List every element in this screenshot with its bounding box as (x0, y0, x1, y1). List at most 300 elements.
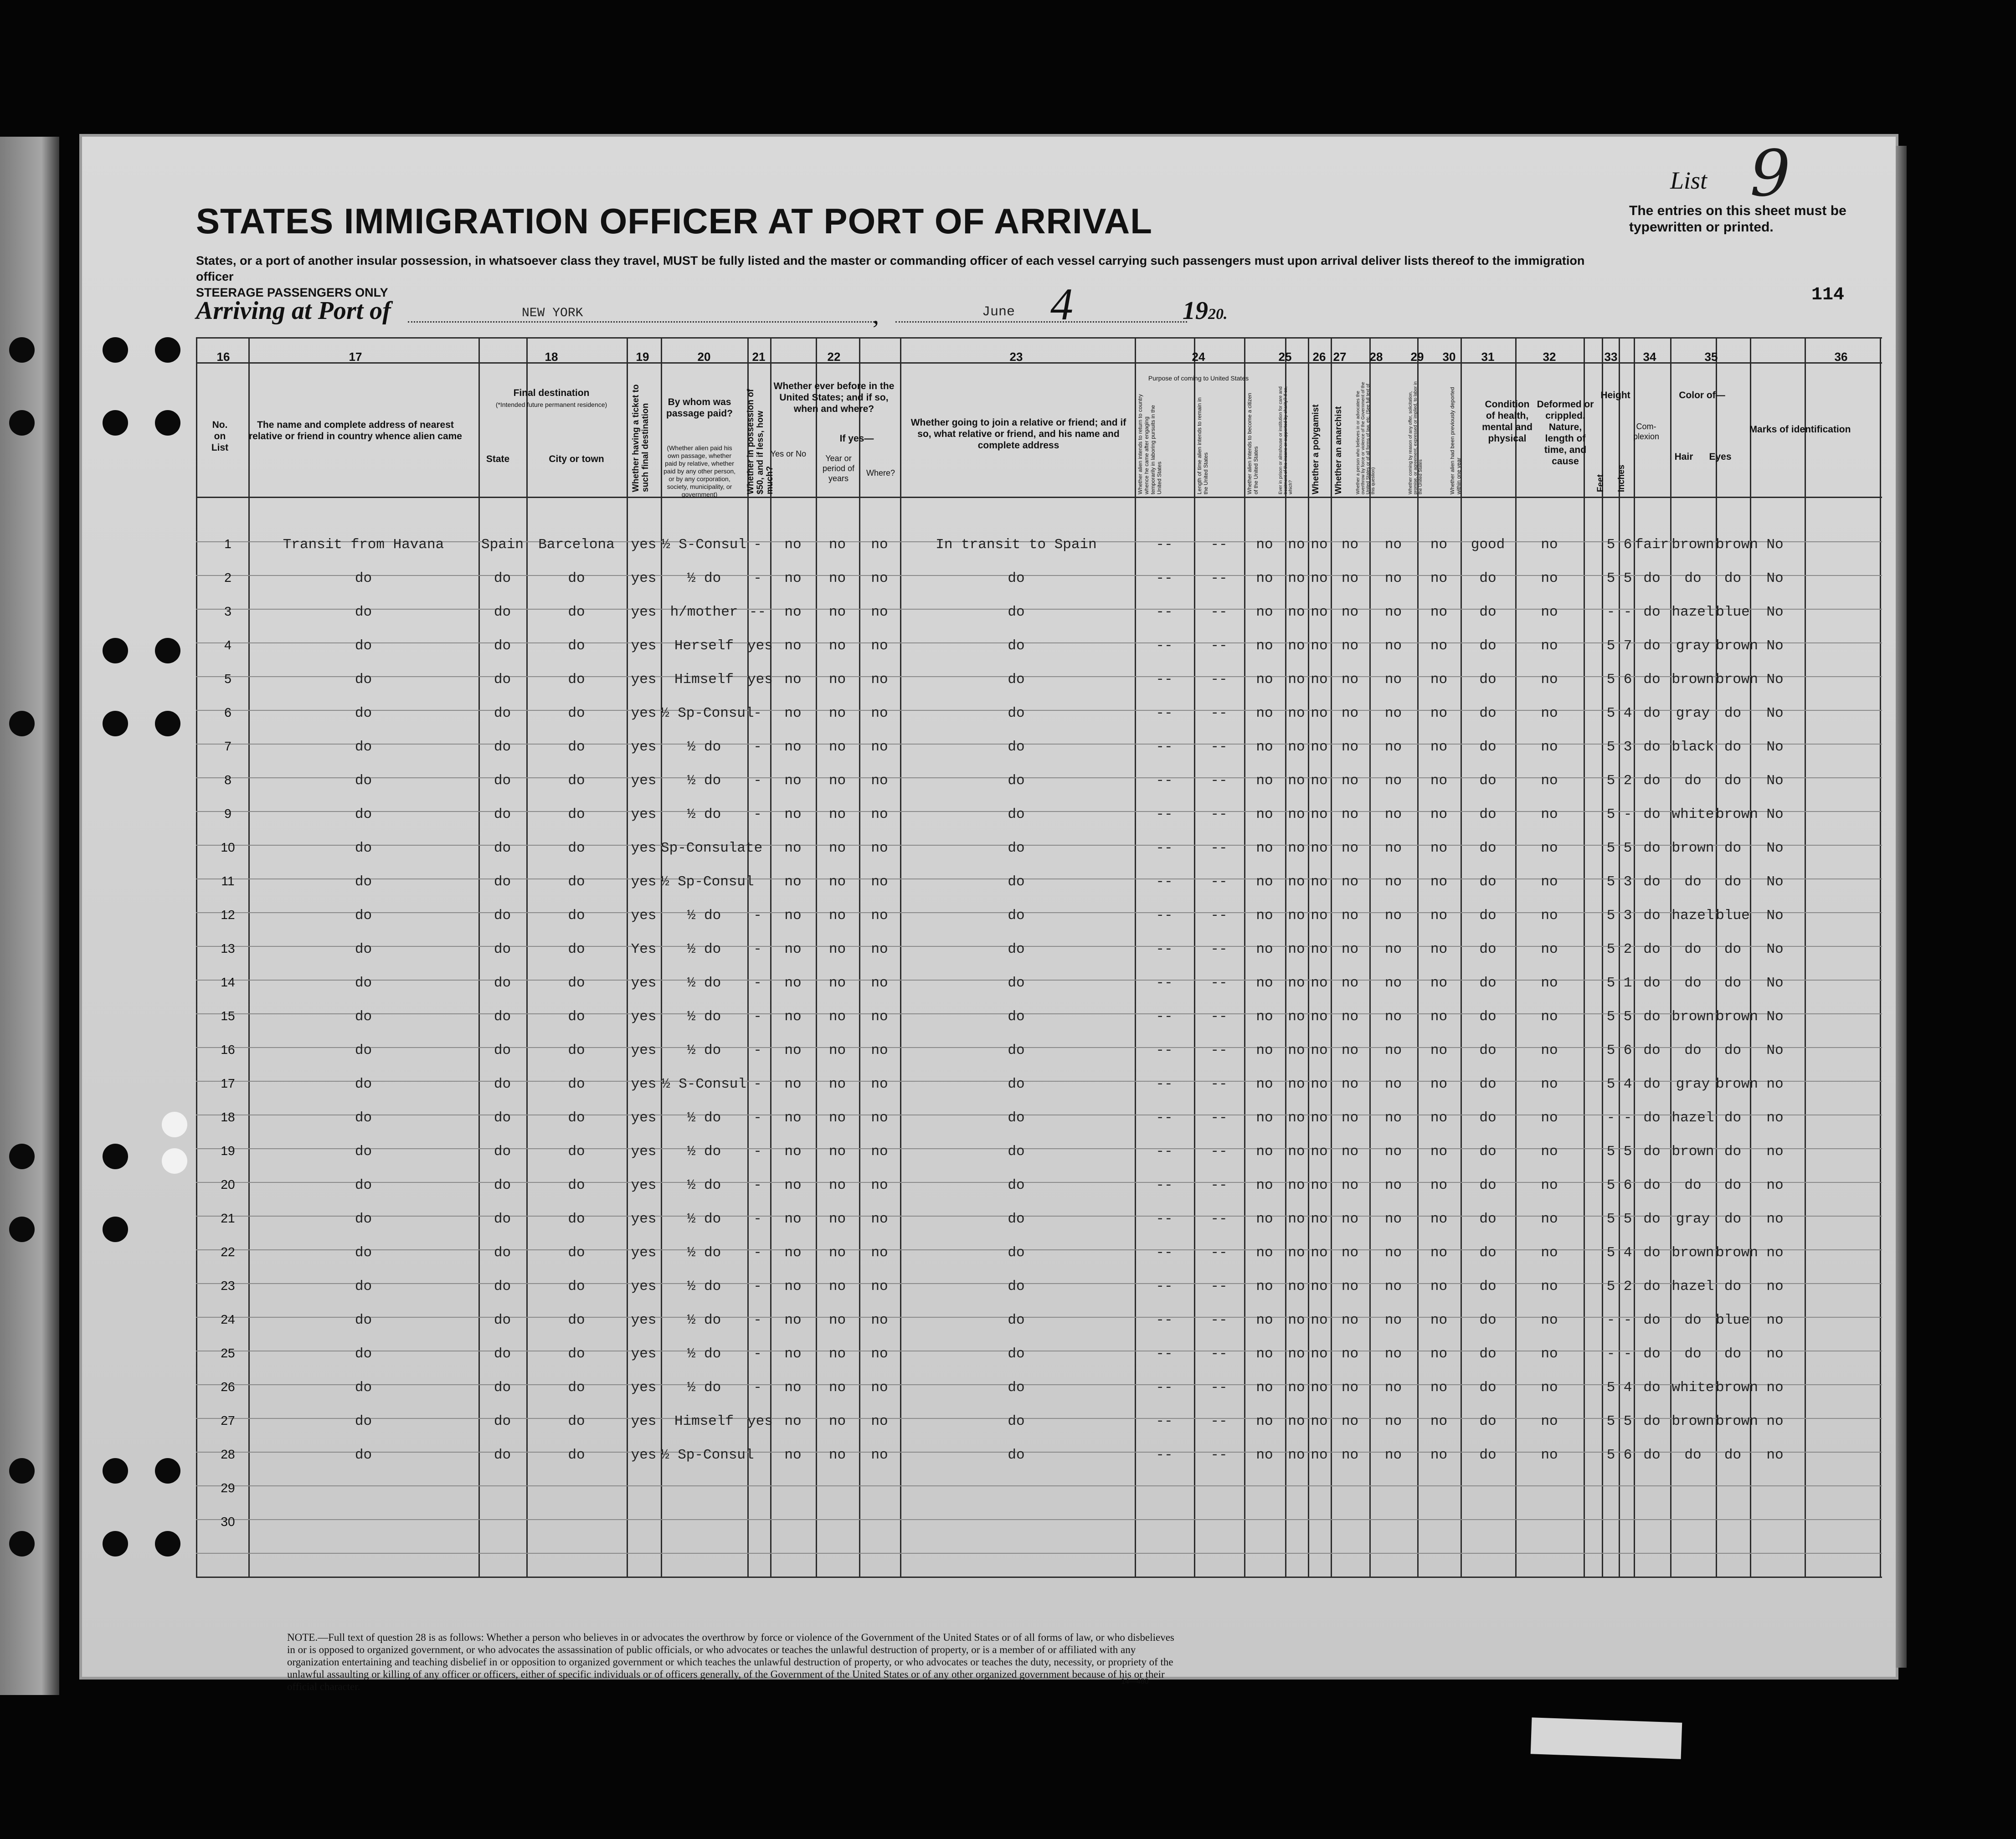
cell-c25: no (1256, 1211, 1273, 1227)
cell-state: do (494, 672, 511, 688)
cell-c26: no (1288, 604, 1305, 620)
cell-where: no (871, 570, 888, 586)
cell-c50: - (753, 1279, 762, 1294)
cell-state: do (494, 806, 511, 822)
table-row (0, 1372, 2016, 1405)
cell-joining: do (1008, 941, 1025, 957)
cell-p24a: -- (1156, 1110, 1173, 1126)
header-year-period: Year or period of years (822, 454, 855, 483)
cell-relative: do (355, 705, 372, 721)
cell-health: do (1479, 806, 1497, 822)
cell-feet: 5 (1606, 705, 1615, 721)
cell-inches: 2 (1623, 1279, 1632, 1294)
cell-complexion: do (1643, 1447, 1661, 1463)
cell-joining: do (1008, 705, 1025, 721)
cell-ticket: yes (631, 1110, 657, 1126)
cell-c28: no (1341, 908, 1359, 924)
cell-paid: Himself (674, 1413, 734, 1429)
cell-where: no (871, 1279, 888, 1294)
cell-ticket: yes (631, 1177, 657, 1193)
cell-eyes: do (1724, 840, 1742, 856)
cell-eyes: brown (1716, 1245, 1759, 1261)
cell-p24a: -- (1156, 672, 1173, 688)
cell-feet: 5 (1606, 975, 1615, 991)
cell-complexion: do (1643, 1413, 1661, 1429)
header-joining-relative: Whether going to join a relative or friend; and if so, what relative or friend, and his name and complete address (910, 417, 1126, 451)
cell-health: do (1479, 1380, 1497, 1396)
cell-inches: 6 (1623, 672, 1632, 688)
cell-deformed: no (1541, 604, 1558, 620)
cell-relative: do (355, 1380, 372, 1396)
cell-c29: no (1384, 1413, 1402, 1429)
cell-c28: no (1341, 1177, 1359, 1193)
cell-c27: no (1311, 1447, 1328, 1463)
cell-state: do (494, 908, 511, 924)
cell-where: no (871, 840, 888, 856)
cell-hair: do (1684, 1177, 1702, 1193)
cell-joining: do (1008, 1346, 1025, 1362)
binder-hole-icon (103, 337, 128, 363)
binder-hole-icon (155, 337, 180, 363)
cell-relative: do (355, 908, 372, 924)
cell-c27: no (1311, 1177, 1328, 1193)
cell-no: 15 (221, 1009, 235, 1023)
cell-c50: - (753, 806, 762, 822)
cell-c27: no (1311, 604, 1328, 620)
cell-c25: no (1256, 874, 1273, 890)
cell-c29: no (1384, 1110, 1402, 1126)
cell-c30: no (1430, 1279, 1448, 1294)
cell-joining: do (1008, 1312, 1025, 1328)
cell-hair: brown (1671, 840, 1714, 856)
cell-city: Barcelona (538, 537, 615, 553)
cell-before: no (784, 1346, 802, 1362)
separator: , (873, 301, 879, 329)
cell-c29: no (1384, 1312, 1402, 1328)
cell-feet: 5 (1606, 739, 1615, 755)
cell-c26: no (1288, 1245, 1305, 1261)
cell-where: no (871, 638, 888, 654)
cell-eyes: do (1724, 1346, 1742, 1362)
cell-city: do (568, 1144, 585, 1160)
cell-p24a: -- (1156, 874, 1173, 890)
cell-ticket: yes (631, 672, 657, 688)
cell-deformed: no (1541, 705, 1558, 721)
cell-complexion: do (1643, 1144, 1661, 1160)
year-prefix: 19 (1183, 297, 1208, 325)
cell-eyes: brown (1716, 672, 1759, 688)
cell-marks: No (1766, 773, 1784, 789)
grid-horizontal-line (196, 362, 1882, 364)
cell-hair: gray (1676, 1076, 1710, 1092)
cell-joining: do (1008, 672, 1025, 688)
cell-ticket: yes (631, 1346, 657, 1362)
cell-before: no (784, 570, 802, 586)
cell-before: no (784, 1245, 802, 1261)
cell-before: no (784, 806, 802, 822)
cell-relative: do (355, 1312, 372, 1328)
cell-hair: gray (1676, 638, 1710, 654)
cell-c25: no (1256, 604, 1273, 620)
cell-marks: No (1766, 1043, 1784, 1058)
cell-c27: no (1311, 840, 1328, 856)
cell-joining: do (1008, 1380, 1025, 1396)
cell-joining: do (1008, 638, 1025, 654)
cell-p24b: -- (1210, 1076, 1228, 1092)
cell-where: no (871, 908, 888, 924)
cell-c50: - (753, 1110, 762, 1126)
cell-c27: no (1311, 773, 1328, 789)
cell-no: 26 (221, 1380, 235, 1394)
cell-eyes: do (1724, 1177, 1742, 1193)
cell-c50: - (753, 739, 762, 755)
cell-inches: 5 (1623, 1144, 1632, 1160)
cell-deformed: no (1541, 1076, 1558, 1092)
cell-c25: no (1256, 1076, 1273, 1092)
cell-c27: no (1311, 672, 1328, 688)
cell-c28: no (1341, 1346, 1359, 1362)
cell-ticket: yes (631, 1009, 657, 1025)
cell-relative: do (355, 941, 372, 957)
cell-c30: no (1430, 1346, 1448, 1362)
cell-feet: 5 (1606, 1076, 1615, 1092)
cell-state: do (494, 739, 511, 755)
cell-c50: - (753, 705, 762, 721)
cell-state: do (494, 1279, 511, 1294)
table-row (0, 663, 2016, 697)
cell-c30: no (1430, 975, 1448, 991)
cell-joining: do (1008, 739, 1025, 755)
cell-c50: - (753, 1144, 762, 1160)
cell-hair: brown (1671, 1413, 1714, 1429)
cell-p24b: -- (1210, 604, 1228, 620)
form-code: 14—480 (1121, 1678, 1149, 1685)
cell-p24a: -- (1156, 570, 1173, 586)
cell-city: do (568, 638, 585, 654)
arriving-label: Arriving at Port of (196, 297, 391, 325)
header-c25: Ever in prison or almshouse or institution for care and treatment of the insane or supported by charity? If so, which? (1278, 386, 1293, 494)
cell-p24a: -- (1156, 1312, 1173, 1328)
cell-marks: no (1766, 1211, 1784, 1227)
cell-marks: No (1766, 537, 1784, 553)
cell-c25: no (1256, 1447, 1273, 1463)
cell-no: 3 (224, 604, 231, 618)
header-yes-no: Yes or No (770, 449, 807, 458)
cell-c27: no (1311, 1413, 1328, 1429)
table-row (0, 765, 2016, 798)
cell-marks: No (1766, 874, 1784, 890)
cell-no: 10 (221, 840, 235, 854)
cell-health: do (1479, 1447, 1497, 1463)
cell-c29: no (1384, 537, 1402, 553)
cell-c29: no (1384, 1009, 1402, 1025)
cell-relative: do (355, 1076, 372, 1092)
table-row (0, 1135, 2016, 1169)
cell-p24a: -- (1156, 806, 1173, 822)
table-row (0, 1102, 2016, 1135)
cell-hair: hazel (1671, 1110, 1714, 1126)
cell-c29: no (1384, 672, 1402, 688)
cell-state: do (494, 1413, 511, 1429)
cell-inches: 6 (1623, 1043, 1632, 1058)
cell-c29: no (1384, 1447, 1402, 1463)
attached-paper-stub (1531, 1717, 1682, 1759)
cell-c30: no (1430, 874, 1448, 890)
cell-c30: no (1430, 1076, 1448, 1092)
cell-eyes: do (1724, 941, 1742, 957)
cell-hair: do (1684, 874, 1702, 890)
cell-feet: 5 (1606, 1447, 1615, 1463)
table-row (0, 731, 2016, 765)
cell-ticket: yes (631, 908, 657, 924)
cell-deformed: no (1541, 1346, 1558, 1362)
cell-p24b: -- (1210, 537, 1228, 553)
cell-years: no (828, 874, 846, 890)
cell-c50: - (753, 1312, 762, 1328)
cell-paid: ½ do (687, 975, 721, 991)
cell-feet: 5 (1606, 1043, 1615, 1058)
grid-row-line (196, 1553, 1882, 1554)
cell-p24b: -- (1210, 806, 1228, 822)
cell-c29: no (1384, 570, 1402, 586)
cell-c28: no (1341, 941, 1359, 957)
cell-health: do (1479, 705, 1497, 721)
cell-relative: do (355, 874, 372, 890)
header-c29: Whether coming by reason of any offer, solicitation, promise, or agreement, expressed or implied, to labor in the United States (1408, 381, 1423, 494)
cell-city: do (568, 1076, 585, 1092)
cell-where: no (871, 773, 888, 789)
cell-joining: do (1008, 975, 1025, 991)
cell-years: no (828, 1144, 846, 1160)
cell-eyes: brown (1716, 1413, 1759, 1429)
cell-eyes: brown (1716, 1009, 1759, 1025)
cell-deformed: no (1541, 1110, 1558, 1126)
cell-paid: ½ do (687, 570, 721, 586)
cell-c50: - (753, 773, 762, 789)
cell-hair: do (1684, 1346, 1702, 1362)
cell-complexion: do (1643, 1009, 1661, 1025)
cell-c29: no (1384, 638, 1402, 654)
cell-c28: no (1341, 1413, 1359, 1429)
cell-city: do (568, 1279, 585, 1294)
cell-inches: - (1623, 1346, 1632, 1362)
cell-feet: 5 (1606, 773, 1615, 789)
table-row (0, 1506, 2016, 1540)
cell-inches: 4 (1623, 705, 1632, 721)
cell-c26: no (1288, 840, 1305, 856)
cell-c27: no (1311, 806, 1328, 822)
cell-before: no (784, 1144, 802, 1160)
cell-complexion: do (1643, 840, 1661, 856)
cell-deformed: no (1541, 1144, 1558, 1160)
cell-state: do (494, 773, 511, 789)
cell-c28: no (1341, 1110, 1359, 1126)
cell-c27: no (1311, 1279, 1328, 1294)
cell-health: good (1471, 537, 1505, 553)
cell-hair: brown (1671, 672, 1714, 688)
cell-c50: - (753, 1177, 762, 1193)
cell-deformed: no (1541, 773, 1558, 789)
cell-p24b: -- (1210, 1312, 1228, 1328)
cell-years: no (828, 604, 846, 620)
cell-years: no (828, 1346, 846, 1362)
header-inches: Inches (1617, 464, 1626, 492)
cell-no: 14 (221, 975, 235, 989)
cell-marks: No (1766, 570, 1784, 586)
cell-p24b: -- (1210, 773, 1228, 789)
cell-before: no (784, 1447, 802, 1463)
cell-where: no (871, 1346, 888, 1362)
cell-health: do (1479, 1076, 1497, 1092)
cell-ticket: yes (631, 570, 657, 586)
header-deformed: Deformed or crippled. Nature, length of time, and cause (1537, 399, 1594, 467)
cell-c25: no (1256, 705, 1273, 721)
cell-years: no (828, 773, 846, 789)
cell-paid: ½ do (687, 1144, 721, 1160)
cell-joining: do (1008, 840, 1025, 856)
cell-state: do (494, 1380, 511, 1396)
cell-c29: no (1384, 1177, 1402, 1193)
cell-c26: no (1288, 1312, 1305, 1328)
cell-years: no (828, 840, 846, 856)
cell-c28: no (1341, 874, 1359, 890)
cell-c30: no (1430, 570, 1448, 586)
cell-deformed: no (1541, 1177, 1558, 1193)
cell-p24b: -- (1210, 840, 1228, 856)
port-value: NEW YORK (522, 306, 583, 320)
cell-joining: do (1008, 1009, 1025, 1025)
cell-ticket: yes (631, 1413, 657, 1429)
cell-complexion: do (1643, 975, 1661, 991)
cell-feet: 5 (1606, 1211, 1615, 1227)
cell-p24b: -- (1210, 1110, 1228, 1126)
cell-relative: do (355, 840, 372, 856)
header-c28: Whether a person who believes in or advocates the overthrow by force or violence of the Government of the United States or of all forms of law, etc. (See full text of this question) (1356, 382, 1376, 494)
header-purpose: Purpose of coming to United States (1148, 375, 1249, 382)
cell-c26: no (1288, 941, 1305, 957)
binder-hole-icon (155, 410, 180, 436)
cell-paid: Himself (674, 672, 734, 688)
cell-c28: no (1341, 705, 1359, 721)
cell-relative: do (355, 739, 372, 755)
cell-no: 28 (221, 1447, 235, 1461)
cell-no: 22 (221, 1245, 235, 1259)
cell-joining: do (1008, 773, 1025, 789)
cell-feet: 5 (1606, 1144, 1615, 1160)
cell-deformed: no (1541, 1043, 1558, 1058)
cell-c50: - (753, 1245, 762, 1261)
day-value: 4 (1050, 279, 1073, 329)
cell-c30: no (1430, 1380, 1448, 1396)
cell-paid: ½ do (687, 1346, 721, 1362)
cell-relative: do (355, 1177, 372, 1193)
cell-p24a: -- (1156, 1076, 1173, 1092)
cell-hair: hazel (1671, 908, 1714, 924)
cell-c28: no (1341, 604, 1359, 620)
cell-paid: ½ do (687, 739, 721, 755)
cell-c50: - (753, 1076, 762, 1092)
cell-where: no (871, 1211, 888, 1227)
cell-state: do (494, 1110, 511, 1126)
cell-years: no (828, 1076, 846, 1092)
cell-c27: no (1311, 908, 1328, 924)
cell-p24a: -- (1156, 1346, 1173, 1362)
cell-relative: do (355, 806, 372, 822)
cell-state: Spain (481, 537, 524, 553)
cell-p24b: -- (1210, 975, 1228, 991)
cell-health: do (1479, 1279, 1497, 1294)
cell-eyes: do (1724, 773, 1742, 789)
cell-where: no (871, 1076, 888, 1092)
cell-deformed: no (1541, 1380, 1558, 1396)
cell-p24b: -- (1210, 705, 1228, 721)
cell-marks: no (1766, 1245, 1784, 1261)
cell-inches: 3 (1623, 874, 1632, 890)
cell-joining: do (1008, 1144, 1025, 1160)
cell-c50: - (753, 975, 762, 991)
cell-complexion: do (1643, 874, 1661, 890)
cell-c26: no (1288, 1076, 1305, 1092)
column-number: 29 (1410, 350, 1424, 364)
cell-eyes: do (1724, 975, 1742, 991)
cell-deformed: no (1541, 840, 1558, 856)
cell-c27: no (1311, 1312, 1328, 1328)
cell-c26: no (1288, 908, 1305, 924)
cell-where: no (871, 1043, 888, 1058)
cell-before: no (784, 908, 802, 924)
cell-c26: no (1288, 1144, 1305, 1160)
cell-complexion: do (1643, 1043, 1661, 1058)
cell-joining: do (1008, 1076, 1025, 1092)
cell-marks: no (1766, 1346, 1784, 1362)
cell-relative: do (355, 1413, 372, 1429)
cell-no: 27 (221, 1413, 235, 1428)
cell-p24b: -- (1210, 1177, 1228, 1193)
cell-feet: 5 (1606, 672, 1615, 688)
cell-c29: no (1384, 1043, 1402, 1058)
cell-where: no (871, 1447, 888, 1463)
cell-years: no (828, 672, 846, 688)
cell-p24a: -- (1156, 1413, 1173, 1429)
cell-inches: 1 (1623, 975, 1632, 991)
cell-complexion: do (1643, 908, 1661, 924)
cell-deformed: no (1541, 1009, 1558, 1025)
cell-city: do (568, 570, 585, 586)
cell-hair: gray (1676, 705, 1710, 721)
cell-inches: 5 (1623, 1211, 1632, 1227)
cell-c25: no (1256, 1346, 1273, 1362)
header-passage-paid: By whom was passage paid? (666, 397, 733, 419)
cell-health: do (1479, 1312, 1497, 1328)
table-row (0, 1405, 2016, 1439)
cell-c50: - (753, 1043, 762, 1058)
cell-no: 23 (221, 1279, 235, 1293)
cell-c26: no (1288, 1043, 1305, 1058)
cell-state: do (494, 1076, 511, 1092)
cell-joining: do (1008, 1043, 1025, 1058)
cell-paid: ½ S-Consul (661, 537, 747, 553)
cell-years: no (828, 739, 846, 755)
cell-before: no (784, 705, 802, 721)
cell-eyes: do (1724, 1447, 1742, 1463)
column-number: 19 (636, 350, 649, 364)
cell-years: no (828, 638, 846, 654)
cell-c50: - (753, 908, 762, 924)
cell-hair: hazel (1671, 1279, 1714, 1294)
cell-years: no (828, 1177, 846, 1193)
cell-c30: no (1430, 1245, 1448, 1261)
cell-no: 18 (221, 1110, 235, 1124)
